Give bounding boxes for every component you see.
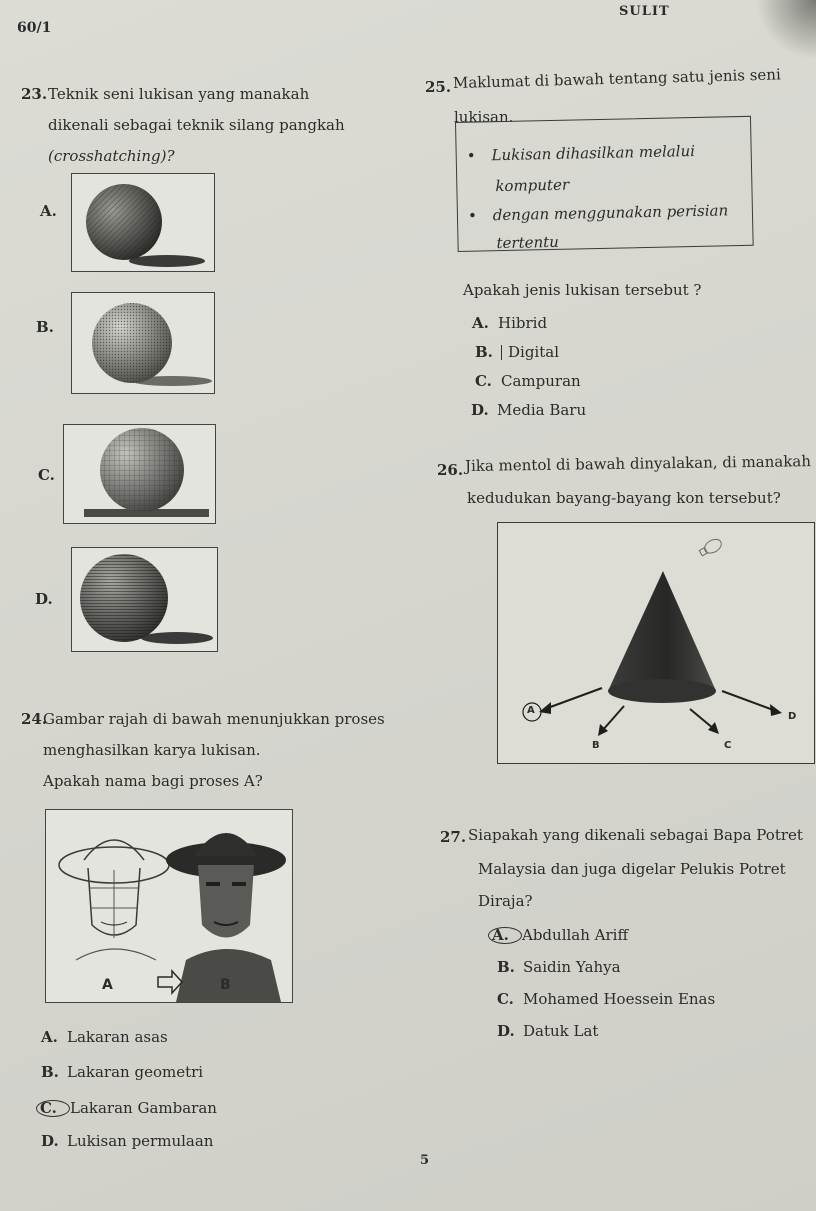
confidential-mark: SULIT bbox=[619, 4, 670, 19]
selected-answer-mark: B. bbox=[475, 345, 502, 360]
q25-question: Apakah jenis lukisan tersebut ? bbox=[463, 281, 702, 299]
q25-text-line2: lukisan. bbox=[454, 108, 514, 126]
q23-text-line1: Teknik seni lukisan yang manakah bbox=[48, 85, 310, 103]
q25-option-d[interactable]: D. Media Baru bbox=[471, 401, 587, 419]
q24-text-line1: Gambar rajah di bawah menunjukkan proses bbox=[43, 710, 385, 728]
bullet-icon: • bbox=[467, 206, 478, 225]
light-bulb-icon bbox=[698, 537, 724, 559]
q26-cone-diagram bbox=[497, 522, 815, 764]
q23-option-d-image bbox=[71, 547, 218, 652]
q24-option-d[interactable]: D. Lukisan permulaan bbox=[41, 1132, 214, 1150]
q27-text-line1: Siapakah yang dikenali sebagai Bapa Potret bbox=[468, 826, 803, 844]
q26-label-d: D bbox=[788, 711, 797, 722]
q24-question: Apakah nama bagi proses A? bbox=[43, 772, 263, 790]
arrow-right-icon bbox=[158, 971, 182, 993]
q25-box-line1: • Lukisan dihasilkan melalui bbox=[466, 141, 696, 165]
q26-text-line2: kedudukan bayang-bayang kon tersebut? bbox=[467, 489, 781, 507]
q23-option-b-letter: B. bbox=[36, 318, 54, 336]
page-number: 5 bbox=[420, 1153, 430, 1168]
q23-option-c-letter: C. bbox=[38, 466, 55, 484]
q23-text-line3: (crosshatching)? bbox=[48, 147, 175, 165]
q23-option-a-letter: A. bbox=[40, 202, 57, 220]
bullet-icon: • bbox=[466, 146, 476, 165]
q25-box-line2: komputer bbox=[495, 175, 570, 196]
q23-option-a-image bbox=[71, 173, 215, 272]
q25-info-box bbox=[455, 116, 754, 252]
q25-text-line1: Maklumat di bawah tentang satu jenis seni bbox=[452, 65, 782, 92]
q26-label-c: C bbox=[724, 740, 732, 751]
q23-text-line2: dikenali sebagai teknik silang pangkah bbox=[48, 116, 345, 134]
cone-light-diagram-icon bbox=[498, 523, 814, 763]
grid-shaded-sphere-icon bbox=[64, 425, 215, 523]
q24-option-b[interactable]: B. Lakaran geometri bbox=[41, 1063, 204, 1081]
q24-text-line2: menghasilkan karya lukisan. bbox=[43, 741, 261, 759]
selected-answer-mark: A. bbox=[488, 927, 522, 944]
crosshatched-sphere-icon bbox=[72, 174, 214, 271]
q27-option-b[interactable]: B. Saidin Yahya bbox=[497, 958, 621, 976]
stippled-sphere-icon bbox=[72, 293, 214, 393]
q24-option-a[interactable]: A. Lakaran asas bbox=[41, 1028, 168, 1046]
q25-option-b[interactable]: B. Digital bbox=[475, 343, 559, 361]
q23-number: 23. bbox=[21, 85, 48, 103]
q27-option-a[interactable]: A. Abdullah Ariff bbox=[493, 927, 628, 944]
portrait-sketch-process-icon bbox=[46, 810, 292, 1002]
q27-text-line3: Diraja? bbox=[478, 892, 533, 910]
q23-option-d-letter: D. bbox=[35, 590, 53, 608]
line-shaded-sphere-icon bbox=[72, 548, 217, 651]
q26-number: 26. bbox=[437, 461, 464, 479]
q26-label-a: A bbox=[527, 705, 535, 716]
q27-option-c[interactable]: C. Mohamed Hoessein Enas bbox=[497, 990, 716, 1008]
q24-portrait-diagram bbox=[45, 809, 293, 1003]
q25-option-c[interactable]: C. Campuran bbox=[475, 372, 581, 390]
q24-option-c[interactable]: C. Lakaran Gambaran bbox=[41, 1100, 217, 1117]
selected-answer-mark: C. bbox=[36, 1100, 70, 1117]
q24-label-b: B bbox=[220, 977, 231, 993]
q25-number: 25. bbox=[425, 78, 452, 96]
q24-label-a: A bbox=[102, 977, 113, 993]
q25-option-a[interactable]: A. Hibrid bbox=[472, 314, 548, 332]
q23-option-b-image bbox=[71, 292, 215, 394]
q26-text-line1: Jika mentol di bawah dinyalakan, di manakah bbox=[464, 452, 812, 475]
page-corner-shadow bbox=[756, 0, 816, 60]
q27-text-line2: Malaysia dan juga digelar Pelukis Potret bbox=[478, 860, 786, 878]
paper-code: 60/1 bbox=[17, 20, 52, 36]
q27-number: 27. bbox=[440, 828, 467, 846]
q25-box-line3: • dengan menggunakan perisian bbox=[467, 201, 729, 225]
q27-option-d[interactable]: D. Datuk Lat bbox=[497, 1022, 599, 1040]
q26-label-b: B bbox=[592, 740, 600, 751]
q24-number: 24. bbox=[21, 710, 48, 728]
q23-option-c-image bbox=[63, 424, 216, 524]
q25-box-line4: tertentu bbox=[496, 232, 560, 253]
